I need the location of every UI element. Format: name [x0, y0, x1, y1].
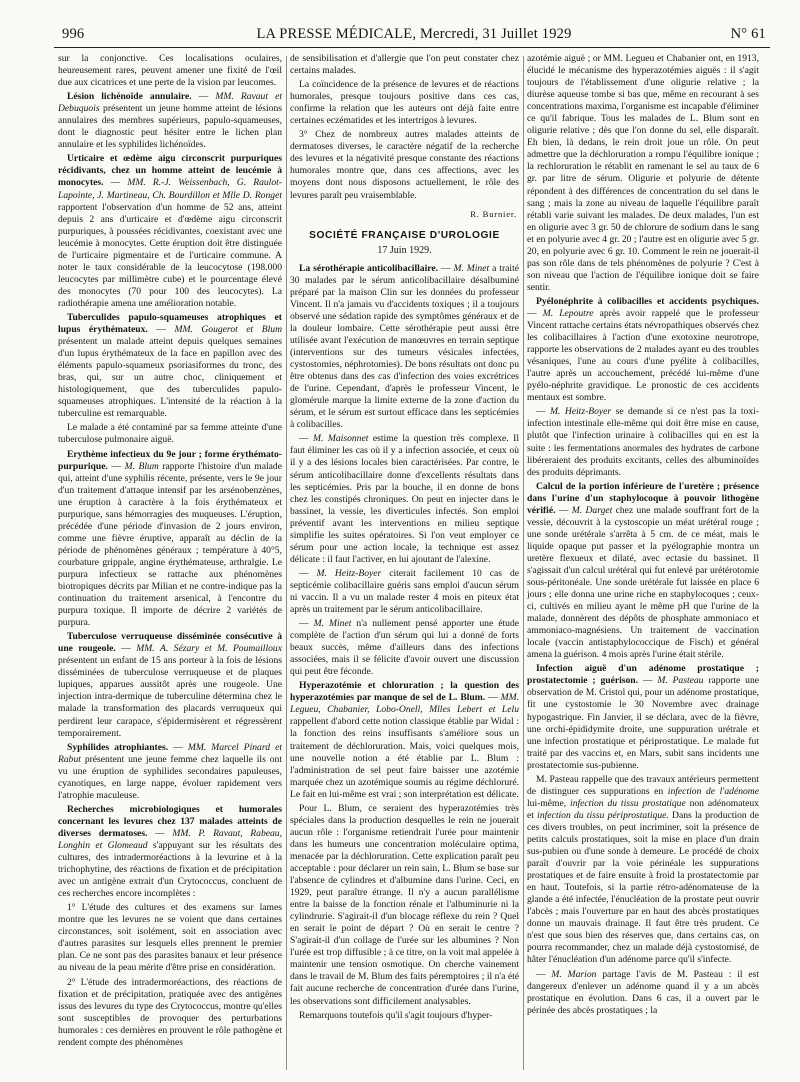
paragraph: Remarquons toutefois qu'il s'agit toujours d'hyper-: [299, 1009, 493, 1021]
paragraph: 2° L'étude des intradermoréactions, des réactions de fixation et de précipitation, pratiquée avec des antigènes issus des levures du type des Crytococcus, montre qu'elles sont susceptibles de provoquer des perturbations humorales : ces dernières en prouvent le rôle pathogène et rendent compte des phénomènes: [58, 976, 282, 1048]
authors: M. Minet: [313, 618, 352, 630]
item-text: n'a nullement pensé apporter une étude complète de l'action d'un sérum qui lui a donné de forts beaux succès, même d'ailleurs dans des infections associées, mais il se félicite d'avoir ouvert une discussion qui peut être féconde.: [290, 618, 519, 678]
item-title: Lésion lichénoïde annulaire.: [67, 91, 192, 103]
paragraph: La coïncidence de la présence de levures et de réactions humorales, presque toujours positive dans ces cas, confirme la relation que les auteurs ont déjà faite entre certaines eczématides et les intertrigos à levures.: [290, 79, 519, 127]
paragraph: 3° Chez de nombreux autres malades atteints de dermatoses diverses, le caractère négatif de la recherche des levures et la négativité presque constante des réactions humorales montre que, dans ces affections, avec les moyens dont nous disposons actuellement, le rôle des levures paraît peu vraisemblable.: [290, 129, 519, 201]
authors: M. Minet: [453, 262, 490, 274]
paragraph: sur la conjonctive. Ces localisations oculaires, heureusement rares, peuvent amener une fixité de l'œil due aux cicatrices et une perte de la vision par leucomes.: [58, 53, 282, 89]
item-text: estime la question très complexe. Il faut éliminer les cas où il y a infection associée, et ceux où il y a des lésions locales bien caractérisées. Par contre, le sérum anticolibacillaire donne d'excellents résultats dans les septicémies. Pris par la bouche, il en donne de bons chez les constipés chroniques. On peut en injecter dans le bassinet, la vessie, les diverticules infectés. Son emploi préventif avant les interventions en milieu septique simplifie les suites opératoires. Si l'on veut employer ce sérum pour une action locale, la technique est assez délicate : il faut l'activer, en lui ajoutant de l'alexine.: [290, 433, 519, 565]
paragraph: — M. Heitz-Boyer citerait facilement 10 cas de septicémie colibacillaire guéris sans emploi d'aucun sérum ni vaccin. Il a vu un malade rester 4 mois en piteux état après un traitement par le sérum anticolibacillaire.: [290, 567, 519, 616]
item-text: rappellent d'abord cette notion classique établie par Widal : la fonction des reins insuffisants s'améliore sous un traitement de déchloruration. Mais, voici quelques mois, une nouvelle notion a été établie par L. Blum : l'administration de sel peut faire baisser une azotémie marquée chez un azotémique soumis au régime déchloruré. Le fait en lui-même est vrai ; son interprétation est délicate.: [290, 716, 519, 800]
item-title: La sérothérapie anticolibacillaire.: [299, 262, 438, 274]
item-text: rapporte l'histoire d'un malade qui, atteint d'une syphilis récente, présente, vers le 9e jour d'un traitement d'attaque intensif par les arsénobenzènes, une éruption à caractère à la fois érythémateux et purpurique, sans hémorragies des muqueuses. L'éruption, précédée d'une période d'invasion de 2 jours environ, comme une fièvre éruptive, apparaît au déclin de la période de phénomènes généraux ; température à 40°5, courbature grippale, angine érythémateuse, arthralgie. Le purpura infectieux se rattache aux phénomènes biotropiques décrits par Milian et ne contre-indique pas la continuation du traitement arsenical, à l'encontre du purpura toxique. Il importe de décrire 2 variétés de purpura.: [58, 460, 282, 629]
paragraph: de sensibilisation et d'allergie que l'on peut constater chez certains malades.: [290, 53, 519, 77]
authors: M. Maisonnet: [313, 433, 369, 445]
text-run: M. Pasteau rappelle que des travaux antérieurs permettent de distinguer ces suppurations en: [527, 773, 759, 797]
item-title: Tuberculose verruqueuse disséminée consécutive à une rougeole.: [58, 631, 282, 655]
paragraph: [527, 774, 759, 967]
paragraph: — M. Heitz-Boyer se demande si ce n'est pas la toxi-infection intestinale elle-même qui doit être mise en cause, plutôt que l'infection urinaire à colibacilles qui en est la suite : les fermentations anormales des hydrates de carbone libéreraient des produits excitants, celles des albuminoïdes des produits déprimants.: [527, 406, 759, 478]
paragraph: azotémie aiguë ; or MM. Legueu et Chabanier ont, en 1913, élucidé le mécanisme des hyperazotémies aiguës : il s'agit toujours de l'établissement d'une oligurie relative ; la diurèse aqueuse tombe si bas que, même en recourant à ses concentrations maxima, l'organisme est incapable d'éliminer ce qu'il fabrique. Tous les malades de L. Blum sont en oligurie relative ; dès que l'on donne du sel, elle disparaît. Eh bien, là dedans, le rein droit joue un rôle. On peut admettre que la déchloruration a rompu l'équilibre ionique ; la rechloruration le rétablit en ramenant le sel au taux de 6 gr. par litre de sérum. Oligurie et polyurie de détente répondent à des différences de concentration du sel dans le sang ; mais la zone au niveau de laquelle l'équilibre paraît rétabli varie suivant les malades. De deux malades, l'un est en oligurie avec 3 gr. 50 de chlorure de sodium dans le sang et en polyurie avec 4 gr. 20 ; l'autre est en oligurie avec 5 gr. 20, en polyurie avec 6 gr. 10. Comment le rein ne jouerait-il pas son rôle dans de tels phénomènes de polyurie ? C'est à son niveau que l'action de l'équilibre ionique doit se faire sentir.: [527, 53, 759, 293]
item-title: Syphilides atrophiantes.: [67, 741, 169, 753]
item-text: présentent un enfant de 15 ans porteur à la fois de lésions disséminées de tuberculose verruqueuse et de plaques lupiques, apparues aussitôt après une rougeole. Une injection intra-dermique de tuberculine détermina chez le malade la transformation des placards verruqueux qui perdirent leur carapace, s'épidermisèrent et régressèrent temporairement.: [58, 655, 282, 739]
item-text: partage l'avis de M. Pasteau : il est dangereux d'enlever un adénome quand il y a un abcès prostatique en évolution. Dans 6 cas, il a ouvert par le périnée des abcès prostatiques ; la: [527, 968, 759, 1016]
paragraph: 1° L'étude des cultures et des examens sur lames montre que les levures ne se voient que dans certaines circonstances, soit isolément, soit en association avec d'autres parasites sur lesquels elles prennent le premier plan. Ce ne sont pas des parasites banaux et leur présence au niveau de la peau mérite d'être prise en considération.: [58, 902, 282, 974]
authors: M. Heitz-Boyer: [550, 406, 612, 418]
item-title: Pyélonéphrite à colibacilles et accidents psychiques.: [536, 295, 759, 307]
emphasis: infection du tissu périprostatique.: [537, 809, 669, 821]
paragraph: — M. Minet n'a nullement pensé apporter une étude complète de l'action d'un sérum qui lui a donné de forts beaux succès, même d'ailleurs dans des infections associées, mais il se félicite d'avoir ouvert une discussion qui peut être féconde.: [290, 618, 519, 678]
authors: M. Heitz-Boyer: [316, 567, 382, 579]
paragraph: Hyperazotémie et chloruration ; la question des hyperazotémies par manque de sel de L. Blum. — MM. Legueu, Chabanier, Lobo-Onell, Mlles Lebert et Lelu rappellent d'abord cette notion classique établie par Widal : la fonction des reins insuffisants s'améliore sous un traitement de déchloruration. Mais, voici quelques mois, une nouvelle notion a été établie par L. Blum : l'administration de sel peut faire baisser une azotémie marquée chez un azotémique soumis au régime déchloruré. Le fait en lui-même est vrai ; son interprétation est délicate.: [290, 680, 519, 800]
paragraph: Tuberculose verruqueuse disséminée consécutive à une rougeole. — MM. A. Sézary et M. Poumailloux présentent un enfant de 15 ans porteur à la fois de lésions disséminées de tuberculose verruqueuse et de plaques lupiques, apparues aussitôt après une rougeole. Une injection intra-dermique de tuberculine détermina chez le malade la transformation des placards verruqueux qui perdirent leur carapace, s'épidermisèrent et régressèrent temporairement.: [58, 631, 282, 739]
item-text: rapporte une observation de M. Cristol qui, pour un adénome prostatique, fit une cystostomie le 30 Novembre avec drainage hypogastrique. Fin Janvier, il se déclara, avec de la fièvre, une orchi-épididymite droite, une suppuration urétrale et une infection prostatique et périprostatique. Le malade fut traité par des vaccins et, en Mars, subit sans incidents une prostatectomie sus-pubienne.: [527, 675, 759, 771]
item-title: Calcul de la portion inférieure de l'uretère ; présence dans l'urine d'un staphylocoque à pouvoir lithogène vérifié.: [527, 480, 759, 516]
authors: M. Pasteau: [657, 675, 704, 687]
authors: MM. Gougerot et Blum: [174, 324, 282, 336]
page-header: [62, 26, 766, 46]
item-text: s'appuyant sur les résultats des cultures, des intradermoréactions à la levurine et à la trichophytine, des réactions de fixation et de précipitation avec un antigène extrait d'un Crytococcus, concluent de ces recherches encore incomplètes :: [58, 840, 282, 900]
paragraph: Le malade a été contaminé par sa femme atteinte d'une tuberculose pulmonaire aiguë.: [58, 422, 282, 446]
paragraph: Calcul de la portion inférieure de l'uretère ; présence dans l'urine d'un staphylocoque à pouvoir lithogène vérifié. — M. Darget chez une malade souffrant fort de la vessie, découvrit à la cystoscopie un méat urétéral rouge ; une sonde urétérale s'arrêta à 5 cm. de ce méat, mais le liquide opaque put passer et la pyélographie montra un uretère flexueux et dilaté, avec ectasie du bassinet. Il s'agissait d'un calcul urétéral qui fut enlevé par urétérotomie sous-péritonéale. Une sonde urétérale fut laissée en place 6 jours ; elle donna une urine riche en staphylocoques ; ceux-ci, cultivés en milieu ayant le même pH que l'urine de la malade, donnèrent des dépôts de phosphate ammoniaco et ammoniaco-magnésiens. Un traitement de vaccination locale (vaccin antistaphylococcique de Fisch) et général amena la guérison. 4 mois après l'urine était stérile.: [527, 480, 759, 661]
header-rule: [54, 47, 770, 48]
paragraph: Tuberculides papulo-squameuses atrophiques et lupus érythémateux. — MM. Gougerot et Blum présentent un malade atteint depuis quelques semaines d'un lupus érythémateux de la face en papillon avec des éléments papulo-squameux psoriasiformes du tronc, des bras, qui, sur un autre choc, cliniquement et histologiquement, que des tuberculides papulo-squameuses atrophiques. L'intensité de la réaction à la tuberculine est remarquable.: [58, 311, 282, 420]
item-text: se demande si ce n'est pas la toxi-infection intestinale elle-même qui doit être mise en cause, plutôt que l'infection urinaire à colibacilles qui en est la suite : les fermentations anormales des hydrates de carbone libéreraient des produits excitants, celles des albuminoïdes des produits déprimants.: [527, 406, 759, 478]
authors: M. Blum: [124, 460, 159, 472]
item-text: présentent un malade atteint depuis quelques semaines d'un lupus érythémateux de la face en papillon avec des éléments papulo-squameux psoriasiformes du tronc, des bras, qui, sur un autre choc, cliniquement et histologiquement, que des tuberculides papulo-squameuses atrophiques. L'intensité de la réaction à la tuberculine est remarquable.: [58, 336, 282, 420]
column-middle: [290, 53, 519, 1073]
authors: MM. Marcel Pinard et Rabut: [58, 741, 282, 765]
column-right: [527, 53, 759, 1073]
item-title: Hyperazotémie et chloruration ; la question des hyperazotémies par manque de sel de L. Blum.: [290, 680, 519, 704]
page-number: 996: [62, 26, 85, 42]
emphasis: infection du tissu prostatique: [570, 797, 686, 809]
paragraph: — M. Marion partage l'avis de M. Pasteau : il est dangereux d'enlever un adénome quand il y a un abcès prostatique en évolution. Dans 6 cas, il a ouvert par le périnée des abcès prostatiques ; la: [527, 968, 759, 1016]
section-title: SOCIÉTÉ FRANÇAISE D'UROLOGIE: [309, 229, 500, 241]
authors: MM. Legueu, Chabanier, Lobo-Onell, Mlles Lebert et Lelu: [290, 692, 519, 716]
item-text: citerait facilement 10 cas de septicémie colibacillaire guéris sans emploi d'aucun sérum ni vaccin. Il a vu un malade rester 4 mois en piteux état après un traitement par le sérum anticolibacillaire.: [290, 567, 519, 616]
authors: MM. A. Sézary et M. Poumailloux: [136, 643, 282, 655]
paragraph: Infection aiguë d'un adénome prostatique ; prostatectomie ; guérison. — M. Pasteau rapporte une observation de M. Cristol qui, pour un adénome prostatique, fit une cystostomie le 30 Novembre avec drainage hypogastrique. Fin Janvier, il se déclara, avec de la fièvre, une orchi-épididymite droite, une suppuration urétrale et une infection prostatique et périprostatique. Le malade fut traité par des vaccins et, en Mars, subit sans incidents une prostatectomie sus-pubienne.: [527, 663, 759, 771]
authors: M. Lepoutre: [542, 307, 594, 319]
paragraph: La sérothérapie anticolibacillaire. — M. Minet a traité 30 malades par le sérum anticolibacillaire désalbuminé préparé par la maison Clin sur les données du professeur Vincent. Il n'a jamais vu d'accidents toxiques ; il a toujours observé une sédation rapide des symptômes généraux et de la douleur lombaire. Cette sérothérapie peut aussi être utilisée avant l'exécution de manœuvres en terrain septique (interventions sur des tumeurs vésicales infectées, cystostomies, néphrotomies). De bons résultats ont donc pu être obtenus dans des cas d'infection des voies excrétrices de l'urine. Cependant, d'après le professeur Vincent, le glomérule marque la limite externe de la zone d'action du sérum, et le sérum est surtout efficace dans les septicémies à colibacilles.: [290, 262, 519, 431]
section-date: 17 Juin 1929.: [377, 244, 432, 256]
paragraph: Pyélonéphrite à colibacilles et accidents psychiques. — M. Lepoutre après avoir rappelé que le professeur Vincent rattache certains états névropathiques observés chez les colibacillaires à l'action d'une exotoxine neurotrope, rapporte les observations de 2 malades ayant eu des troubles vésaniques, l'une au cours d'une pyélite à colibacilles, l'autre après un accouchement, précédé lui-même d'une pyélo-néphrite gravidique. Le pronostic de ces accidents mentaux est sombre.: [527, 295, 759, 404]
item-text: présentent une jeune femme chez laquelle ils ont vu une éruption de syphilides secondaires papuleuses, cyanotiques, en large nappe, évoluer rapidement vers l'atrophie maculeuse.: [58, 753, 282, 801]
item-text: après avoir rappelé que le professeur Vincent rattache certains états névropathiques observés chez les colibacillaires à l'action d'une exotoxine neurotrope, rapporte les observations de 2 malades ayant eu des troubles vésaniques, l'une au cours d'une pyélite à colibacilles, l'autre après un accouchement, précédé lui-même d'une pyélo-néphrite gravidique. Le pronostic de ces accidents mentaux est sombre.: [527, 307, 759, 404]
column-left: [58, 53, 282, 1073]
paragraph: Syphilides atrophiantes. — MM. Marcel Pinard et Rabut présentent une jeune femme chez laquelle ils ont vu une éruption de syphilides secondaires papuleuses, cyanotiques, en large nappe, évoluer rapidement vers l'atrophie maculeuse.: [58, 741, 282, 801]
authors: MM. P. Ravaut, Rabeau, Longhin et Glomeaud: [58, 827, 282, 851]
authors: MM. Ravaut et Debuquois: [58, 91, 282, 115]
item-title: Urticaire et œdème aigu circonscrit purpuriques récidivants, chez un homme atteint de leucémie à monocytes.: [58, 153, 282, 189]
signature: R. Burnier.: [470, 208, 517, 219]
item-text: chez une malade souffrant fort de la vessie, découvrit à la cystoscopie un méat urétéral rouge ; une sonde urétérale s'arrêta à 5 cm. de ce méat, mais le liquide opaque put passer et la pyélographie montra un uretère flexueux et dilaté, avec ectasie du bassinet. Il s'agissait d'un calcul urétéral qui fut enlevé par urétérotomie sous-péritonéale. Une sonde urétérale fut laissée en place 6 jours ; elle donna une urine riche en staphylocoques ; ceux-ci, cultivés en milieu ayant le même pH que l'urine de la malade, donnèrent des dépôts de phosphate ammoniaco et ammoniaco-magnésiens. Un traitement de vaccination locale (vaccin antistaphylococcique de Fisch) et général amena la guérison. 4 mois après l'urine était stérile.: [527, 504, 759, 661]
paragraph: Recherches microbiologiques et humorales concernant les levures chez 137 malades atteints de diverses dermatoses. — MM. P. Ravaut, Rabeau, Longhin et Glomeaud s'appuyant sur les résultats des cultures, des intradermoréactions à la levurine et à la trichophytine, des réactions de fixation et de précipitation avec un antigène extrait d'un Crytococcus, concluent de ces recherches encore incomplètes :: [58, 803, 282, 900]
authors: M. Darget: [571, 504, 613, 516]
paragraph: Lésion lichénoïde annulaire. — MM. Ravaut et Debuquois présentent un jeune homme atteint de lésions annulaires des membres supérieurs, papulo-squameuses, dont le diagnostic peut hésiter entre le lichen plan annulaire et les syphilides lichénoïdes.: [58, 91, 282, 151]
authors: MM. R.-J. Weissenbach, G. Raulot-Lapointe, J. Martineau, Ch. Bourdillon et Mlle D. Ronget: [58, 177, 282, 201]
authors: M. Marion: [551, 968, 597, 980]
item-title: Recherches microbiologiques et humorales concernant les levures chez 137 malades atteints de diverses dermatoses.: [58, 803, 282, 839]
running-title: LA PRESSE MÉDICALE, Mercredi, 31 Juillet 1929: [256, 26, 572, 42]
item-text: a traité 30 malades par le sérum anticolibacillaire désalbuminé préparé par la maison Clin sur les données du professeur Vincent. Il n'a jamais vu d'accidents toxiques ; il a toujours observé une sédation rapide des symptômes généraux et de la douleur lombaire. Cette sérothérapie peut aussi être utilisée avant l'exécution de manœuvres en terrain septique (interventions sur des tumeurs vésicales infectées, cystostomies, néphrotomies). De bons résultats ont donc pu être obtenus dans des cas d'infection des voies excrétrices de l'urine. Cependant, d'après le professeur Vincent, le glomérule marque la limite externe de la zone d'action du sérum, et le sérum est surtout efficace dans les septicémies à colibacilles.: [290, 262, 519, 431]
column-divider: [286, 56, 287, 1070]
item-text: présentent un jeune homme atteint de lésions annulaires des membres supérieurs, papulo-squameuses, dont le diagnostic peut hésiter entre le lichen plan annulaire et les syphilides lichénoïdes.: [58, 103, 282, 151]
emphasis: infection de l'adénome: [667, 785, 759, 797]
paragraph: — M. Maisonnet estime la question très complexe. Il faut éliminer les cas où il y a infection associée, et ceux où il y a des lésions locales bien caractérisées. Par contre, le sérum anticolibacillaire donne d'excellents résultats dans les septicémies. Pris par la bouche, il en donne de bons chez les constipés chroniques. On peut en injecter dans le bassinet, la vessie, les diverticules infectés. Son emploi préventif avant les interventions en milieu septique simplifie les suites opératoires. Si l'on veut employer ce sérum pour une action locale, la technique est assez délicate : il faut l'activer, en lui ajoutant de l'alexine.: [290, 433, 519, 565]
item-text: rapportent l'observation d'un homme de 52 ans, atteint depuis 2 ans d'urticaire et d'œdème aigu circonscrit purpuriques, à poussées récidivantes, coexistant avec une leucémie à monocytes. Cette éruption doit être distinguée de l'urticaire pigmentaire et de l'urticaire commune. A noter le taux considérable de la leucocytose (198.000 leucocytes par millimètre cube) et le pourcentage élevé des monocytes (70 pour 100 des leucocytes). La radiothérapie amena une amélioration notable.: [58, 201, 282, 309]
item-title: Erythème infectieux du 9e jour ; forme érythémato-purpurique.: [58, 448, 282, 472]
text-run: non adénomateux et: [527, 797, 759, 821]
issue-number: N° 61: [730, 26, 766, 42]
paragraph: Pour L. Blum, ce seraient des hyperazotémies très spéciales dans la production desquelles le rein ne jouerait aucun rôle : l'organisme retiendrait l'urée pour maintenir dans les humeurs une concentration moléculaire optima, menacée par la déchloruration. Cette explication paraît peu acceptable : pour déclarer un rein sain, L. Blum se base sur l'absence de cylindres et d'albumine dans l'urine. Ceci, en 1929, peut paraître étrange. Il n'y a aucun parallélisme entre la baisse de la fonction rénale et l'albuminurie ni la cylindrurie. S'agirait-il d'un blocage réflexe du rein ? Quel en serait le point de départ ? Où en serait le centre ? S'agirait-il d'un collage de l'urée sur les albumines ? Non l'urée est trop diffusible ; à ce titre, on la voit mal appelée à maintenir une tension osmotique. On cherche vainement dans le travail de M. Blum des faits péremptoires ; il n'a été fait aucune recherche de concentration d'urée dans l'urine, les observations sont difficilement analysables.: [290, 802, 519, 1007]
text-run: lui-même,: [527, 797, 567, 809]
column-divider: [523, 56, 524, 1070]
text-run: Dans la production de ces divers troubles, on peut incriminer, soit la présence de petits calculs prostatiques, soit la mise en place d'un drain sus-pubien ou d'une sonde à demeure. Le procédé de choix paraît d'ouvrir par la voie périnéale les suppurations prostatiques et de faire ensuite à froid la prostatectomie par en haut. Toutefois, si la partie rétro-adénomateuse de la glande a été infectée, l'énucléation de la prostate peut ouvrir l'abcès ; mais l'ouverture par en haut des abcès prostatiques donne un mauvais drainage. Il faut être très prudent. Ce n'est que sous bien des réserves que, dans certains cas, on pourra recommander, chez un malade déjà cystostomisé, de hâter l'énucléation d'un adénome parce qu'il s'infecte.: [527, 809, 759, 966]
item-title: Infection aiguë d'un adénome prostatique ; prostatectomie ; guérison.: [527, 663, 759, 687]
paragraph: Erythème infectieux du 9e jour ; forme érythémato-purpurique. — M. Blum rapporte l'histoire d'un malade qui, atteint d'une syphilis récente, présente, vers le 9e jour d'un traitement d'attaque intensif par les arsénobenzènes, une éruption à caractère à la fois érythémateux et purpurique, sans hémorragies des muqueuses. L'éruption, précédée d'une période d'invasion de 2 jours environ, comme une fièvre éruptive, apparaît au déclin de la période de phénomènes généraux ; température à 40°5, courbature grippale, angine érythémateuse, arthralgie. Le purpura infectieux se rattache aux phénomènes biotropiques décrits par Milian et ne contre-indique pas la continuation du traitement arsenical, à l'encontre du purpura toxique. Il importe de décrire 2 variétés de purpura.: [58, 448, 282, 629]
paragraph: Urticaire et œdème aigu circonscrit purpuriques récidivants, chez un homme atteint de leucémie à monocytes. — MM. R.-J. Weissenbach, G. Raulot-Lapointe, J. Martineau, Ch. Bourdillon et Mlle D. Ronget rapportent l'observation d'un homme de 52 ans, atteint depuis 2 ans d'urticaire et d'œdème aigu circonscrit purpuriques, à poussées récidivantes, coexistant avec une leucémie à monocytes. Cette éruption doit être distinguée de l'urticaire pigmentaire et de l'urticaire commune. A noter le taux considérable de la leucocytose (198.000 leucocytes par millimètre cube) et le pourcentage élevé des monocytes (70 pour 100 des leucocytes). La radiothérapie amena une amélioration notable.: [58, 153, 282, 309]
item-title: Tuberculides papulo-squameuses atrophiques et lupus érythémateux.: [58, 311, 282, 336]
